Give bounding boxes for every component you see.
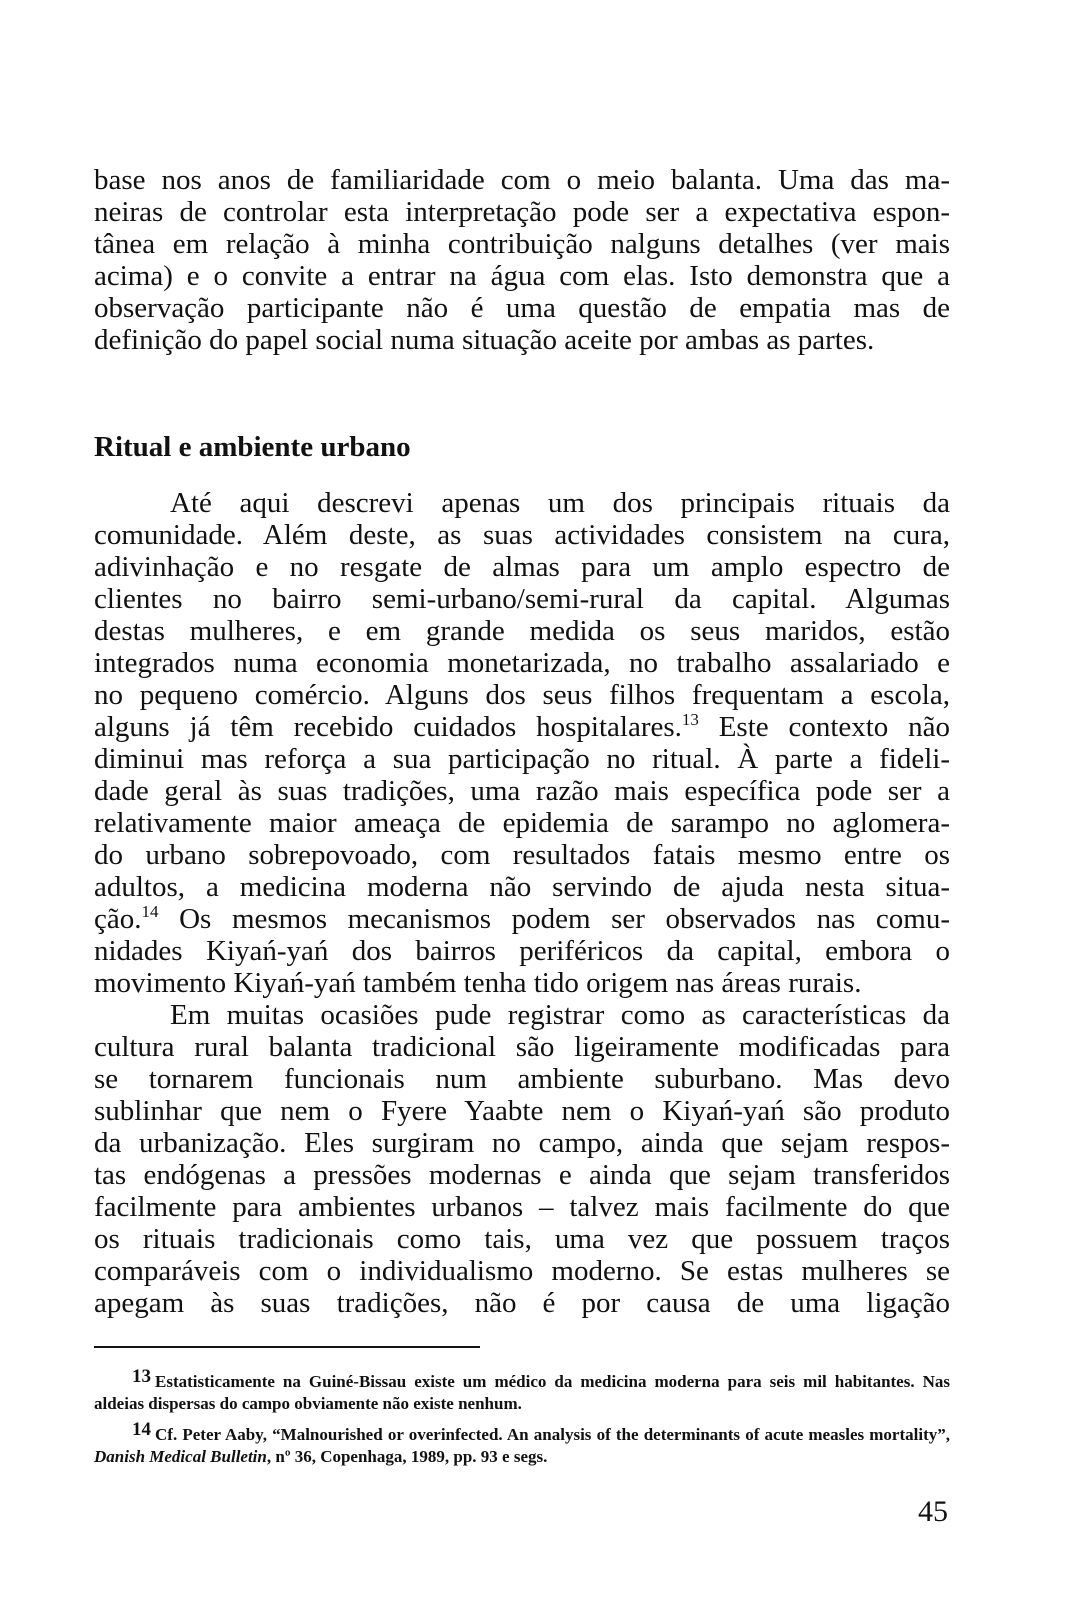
text-line: clientes no bairro semi-urbano/semi-rural da capital. Algumas xyxy=(94,583,950,615)
footnote-number: 13 xyxy=(132,1366,151,1387)
text-line xyxy=(94,711,950,743)
text-line: neiras de controlar esta interpretação pode ser a expectativa espon- xyxy=(94,196,950,228)
footnote-14 xyxy=(94,1419,950,1468)
footnote-text: Cf. Peter Aaby, “Malnourished or overinfected. An analysis of the determinants of acute measles mortality”, xyxy=(155,1425,950,1444)
footnotes xyxy=(94,1366,950,1472)
footnote-text: Estatisticamente na Guiné-Bissau existe um médico da medicina moderna para seis mil habitantes. Nas aldeias dispersas do campo obviamente não existe nenhum. xyxy=(94,1372,950,1413)
text-line: adivinhação e no resgate de almas para um amplo espectro de xyxy=(94,551,950,583)
text-segment: Este contexto não xyxy=(698,711,950,743)
text-line: tas endógenas a pressões modernas e ainda que sejam transferidos xyxy=(94,1159,950,1191)
text-line: Até aqui descrevi apenas um dos principais rituais da xyxy=(170,487,950,519)
text-line: comparáveis com o individualismo moderno. Se estas mulheres se xyxy=(94,1255,950,1287)
text-line: facilmente para ambientes urbanos – talvez mais facilmente do que xyxy=(94,1191,950,1223)
text-line: da urbanização. Eles surgiram no campo, ainda que sejam respos- xyxy=(94,1127,950,1159)
text-line: no pequeno comércio. Alguns dos seus filhos frequentam a escola, xyxy=(94,679,950,711)
text-line: sublinhar que nem o Fyere Yaabte nem o Kiyań-yań são produto xyxy=(94,1095,950,1127)
text-segment: Os mesmos mecanismos podem ser observados nas comu- xyxy=(158,903,950,935)
text-line: base nos anos de familiaridade com o meio balanta. Uma das ma- xyxy=(94,164,950,196)
text-line: comunidade. Além deste, as suas actividades consistem na cura, xyxy=(94,519,950,551)
text-line: relativamente maior ameaça de epidemia de sarampo no aglomera- xyxy=(94,807,950,839)
text-segment: ção. xyxy=(94,903,142,935)
section-body xyxy=(94,487,950,1319)
footnote-divider xyxy=(94,1346,480,1348)
body-paragraph xyxy=(94,487,950,999)
page-number: 45 xyxy=(918,1495,948,1528)
text-line: definição do papel social numa situação aceite por ambas as partes. xyxy=(94,324,875,356)
body-paragraph xyxy=(94,999,950,1319)
text-line: os rituais tradicionais como tais, uma vez que possuem traços xyxy=(94,1223,950,1255)
text-line: movimento Kiyań-yań também tenha tido origem nas áreas rurais. xyxy=(94,967,862,999)
section-heading: Ritual e ambiente urbano xyxy=(94,431,411,463)
text-line: observação participante não é uma questão de empatia mas de xyxy=(94,292,950,324)
footnote-number: 14 xyxy=(132,1419,151,1440)
footnote-reference: 13 xyxy=(681,710,699,729)
body-paragraph-intro xyxy=(94,164,950,356)
text-line: cultura rural balanta tradicional são ligeiramente modificadas para xyxy=(94,1031,950,1063)
text-line xyxy=(94,903,950,935)
footnote-reference: 14 xyxy=(141,902,159,921)
text-line: diminui mas reforça a sua participação no ritual. À parte a fideli- xyxy=(94,743,950,775)
text-line: acima) e o convite a entrar na água com elas. Isto demonstra que a xyxy=(94,260,950,292)
text-line: Em muitas ocasiões pude registrar como as características da xyxy=(170,999,950,1031)
text-segment: alguns já têm recebido cuidados hospitalares. xyxy=(94,711,682,743)
text-line: integrados numa economia monetarizada, no trabalho assalariado e xyxy=(94,647,950,679)
text-line: tânea em relação à minha contribuição nalguns detalhes (ver mais xyxy=(94,228,950,260)
text-line: dade geral às suas tradições, uma razão mais específica pode ser a xyxy=(94,775,950,807)
text-line: se tornarem funcionais num ambiente suburbano. Mas devo xyxy=(94,1063,950,1095)
text-line: destas mulheres, e em grande medida os seus maridos, estão xyxy=(94,615,950,647)
footnote-text: , nº 36, Copenhaga, 1989, pp. 93 e segs. xyxy=(266,1447,548,1466)
citation-title: Danish Medical Bulletin xyxy=(94,1447,267,1466)
footnote-13 xyxy=(94,1366,950,1415)
text-line: apegam às suas tradições, não é por causa de uma ligação xyxy=(94,1287,950,1319)
text-line: do urbano sobrepovoado, com resultados fatais mesmo entre os xyxy=(94,839,950,871)
text-line: nidades Kiyań-yań dos bairros periféricos da capital, embora o xyxy=(94,935,950,967)
text-line: adultos, a medicina moderna não servindo de ajuda nesta situa- xyxy=(94,871,950,903)
